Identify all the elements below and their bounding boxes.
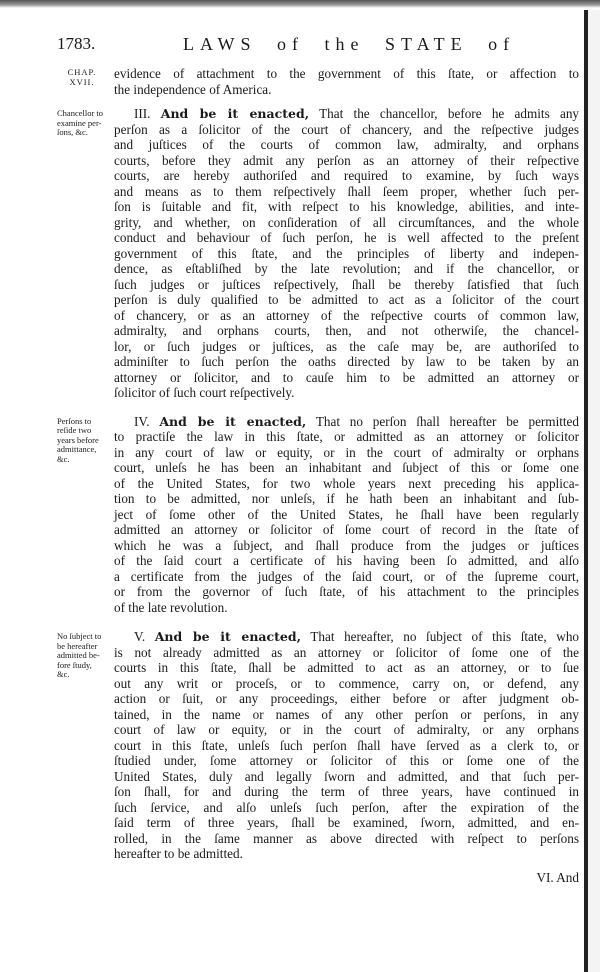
margin-note-line: &c. bbox=[57, 453, 70, 464]
text-line: is not already admitted as an attorney or ſolicitor of ſome one of the bbox=[114, 644, 579, 660]
text-line: ſon is ſuitable and fit, with reſpect to his knowledge, abilities, and inte- bbox=[114, 199, 579, 214]
page-year: 1783. bbox=[57, 34, 96, 53]
text-line: action or ſuit, or any proceedings, either before or after judgment ob- bbox=[114, 691, 579, 706]
chapter-word: CHAP. bbox=[67, 67, 97, 77]
margin-note-line: Perſons to bbox=[57, 415, 92, 426]
chapter-label bbox=[57, 67, 107, 87]
text-line: court, unleſs he has been an inhabitant and ſubject of this or ſome one bbox=[114, 460, 579, 475]
text-line bbox=[114, 414, 579, 430]
section-iv bbox=[57, 413, 580, 616]
margin-note-line: examine per- bbox=[57, 117, 102, 128]
text-line: grity, and whether, on conſideration of all circumſtances, and the whole bbox=[114, 214, 579, 230]
section-numeral: III. bbox=[134, 106, 151, 121]
margin-note-line: Chancellor to bbox=[57, 108, 104, 118]
text-run: That the chancellor, before he admits any bbox=[319, 106, 580, 121]
text-line: ſon ſhall, for and during the term of three years, have continued in bbox=[114, 784, 579, 799]
text-line: of the late revolution. bbox=[114, 599, 228, 615]
text-line: of the ſaid court a certificate of his having been ſo admitted, and alſo bbox=[114, 553, 579, 568]
text-line: out any writ or proceſs, or to commence, carry on, or defend, any bbox=[114, 675, 579, 691]
text-line: of the United States, for two whole years next preceding his applica- bbox=[114, 475, 579, 491]
page-title: LAWS of the STATE of bbox=[183, 34, 516, 54]
text-line: adminiſter to ſuch perſon the oaths directed by law to be taken by an bbox=[114, 354, 579, 369]
section-iii bbox=[57, 106, 580, 401]
margin-note-line: years before bbox=[57, 434, 99, 445]
text-line: in any court of law or equity, or in the court of admiralty or orphans bbox=[114, 444, 579, 460]
text-line: evidence of attachment to the government of this ſtate, or affection to bbox=[114, 66, 579, 81]
margin-note bbox=[57, 109, 111, 138]
section-v bbox=[57, 629, 580, 862]
text-line: ſolicitor of ſuch court reſpectively. bbox=[114, 385, 295, 400]
running-header bbox=[57, 34, 577, 58]
text-line: ſtudied under, ſome attorney or ſolicitor of this or ſome one of the bbox=[114, 753, 579, 768]
text-line: attorney or ſolicitor, and to cauſe him to be admitted an attorney or bbox=[114, 369, 579, 385]
text-line: court of law or equity, or in the court of admiralty, or any orphans bbox=[114, 722, 579, 737]
text-line: to practiſe the law in this ſtate, or admitted as an attorney or ſolicitor bbox=[114, 429, 579, 444]
chapter-number: XVII. bbox=[69, 77, 95, 87]
text-line bbox=[114, 629, 579, 645]
text-line: court in this ſtate, unleſs ſuch perſon ſhall have ſerved as a clerk to, or bbox=[114, 737, 579, 753]
text-line: rolled, in the ſame manner as above directed with reſpect to perſons bbox=[114, 830, 579, 846]
text-line: or from the governor of ſuch ſtate, of his attachment to the principles bbox=[114, 584, 579, 599]
text-line: ſuch judges or juſtices reſpectively, ſhall be thereby ſatisfied that ſuch bbox=[114, 276, 579, 292]
margin-note-line: fore ſtudy, bbox=[57, 659, 92, 670]
text-line: a certificate from the judges of the ſaid court, or of the ſupreme court, bbox=[114, 568, 579, 584]
section-numeral: V. bbox=[134, 629, 146, 644]
text-line: of chancery, or as an attorney of the reſpective courts of common law, bbox=[114, 307, 579, 323]
text-line: and means as to them reſpectively ſhall ſeem proper, whether ſuch per- bbox=[114, 183, 579, 199]
margin-note-line: reſide two bbox=[57, 425, 92, 435]
text-line: ſaid term of three years, ſhall be examined, ſworn, admitted, and en- bbox=[114, 815, 579, 830]
text-line: tained, in the name or names of any other perſon or perſons, in any bbox=[114, 706, 579, 722]
margin-note-line: be hereafter bbox=[57, 640, 98, 651]
text-line: hereafter to be admitted. bbox=[114, 846, 243, 861]
text-line: government of this ſtate, and the principles of liberty and indepen- bbox=[114, 245, 579, 261]
text-line: United States, duly and legally ſworn and admitted, and that ſuch per- bbox=[114, 768, 579, 784]
margin-note bbox=[57, 632, 111, 680]
page-top-edge bbox=[0, 0, 600, 8]
text-line: tion to be admitted, nor unleſs, if he hath been an inhabitant and ſub- bbox=[114, 491, 579, 506]
margin-note-line: No ſubject to bbox=[57, 631, 102, 641]
opening-paragraph bbox=[67, 66, 579, 97]
text-line: perſon is duly qualified to be admitted to act as a ſolicitor of the court bbox=[114, 292, 579, 307]
section-numeral: IV. bbox=[134, 413, 150, 429]
margin-note-line: admitted be- bbox=[57, 650, 100, 660]
catchword: VI. And bbox=[536, 869, 579, 885]
text-line: ſuch ſervice, and alſo unleſs ſuch perſon, after the expiration of the bbox=[114, 799, 579, 815]
text-line bbox=[114, 106, 579, 122]
text-line: which he was a ſubject, and ſhall produce from the judges or juſtices bbox=[114, 537, 579, 553]
text-line: ject of ſome other of the United States, he ſhall have been regularly bbox=[114, 506, 579, 522]
text-run: That hereafter, no ſubject of this ſtate, who bbox=[310, 629, 580, 644]
margin-note-line: &c. bbox=[57, 669, 70, 679]
enacting-clause: And be it enacted, bbox=[160, 106, 310, 121]
enacting-clause: And be it enacted, bbox=[159, 413, 307, 429]
text-line: courts in this ſtate, ſhall be admitted to act as an attorney, or to ſue bbox=[114, 660, 579, 675]
text-line: perſon as a ſolicitor of the court of chancery, and the reſpective judges bbox=[114, 121, 579, 137]
margin-note-line: ſons, &c. bbox=[57, 127, 88, 137]
text-line: the independence of America. bbox=[114, 81, 272, 97]
adjacent-page-edge bbox=[588, 10, 600, 972]
margin-note-line: admittance, bbox=[57, 444, 97, 454]
margin-note bbox=[57, 417, 111, 465]
text-line: admiralty, and orphans courts, then, and not otherwiſe, the chancel- bbox=[114, 323, 579, 338]
text-column bbox=[0, 66, 584, 885]
enacting-clause: And be it enacted, bbox=[154, 629, 301, 644]
text-line: dence, as eſtabliſhed by the late revolution; and if the chancellor, or bbox=[114, 261, 579, 276]
text-line: admitted an attorney or ſolicitor of ſome court of record in the ſtate of bbox=[114, 522, 579, 537]
text-line: lor, or ſuch judges or juſtices, as the caſe may be, are authoriſed to bbox=[114, 338, 579, 354]
text-line: and juſtices of the courts of common law, admiralty, and orphans bbox=[114, 137, 579, 152]
text-line: courts, are hereby authoriſed and required to examine, by ſuch ways bbox=[114, 168, 579, 183]
text-line: conduct and behaviour of ſuch perſon, he is well affected to the preſent bbox=[114, 230, 579, 245]
text-line: courts, before they admit any perſon as an attorney of their reſpective bbox=[114, 152, 579, 168]
text-run: That no perſon ſhall hereafter be permitted bbox=[315, 413, 580, 429]
